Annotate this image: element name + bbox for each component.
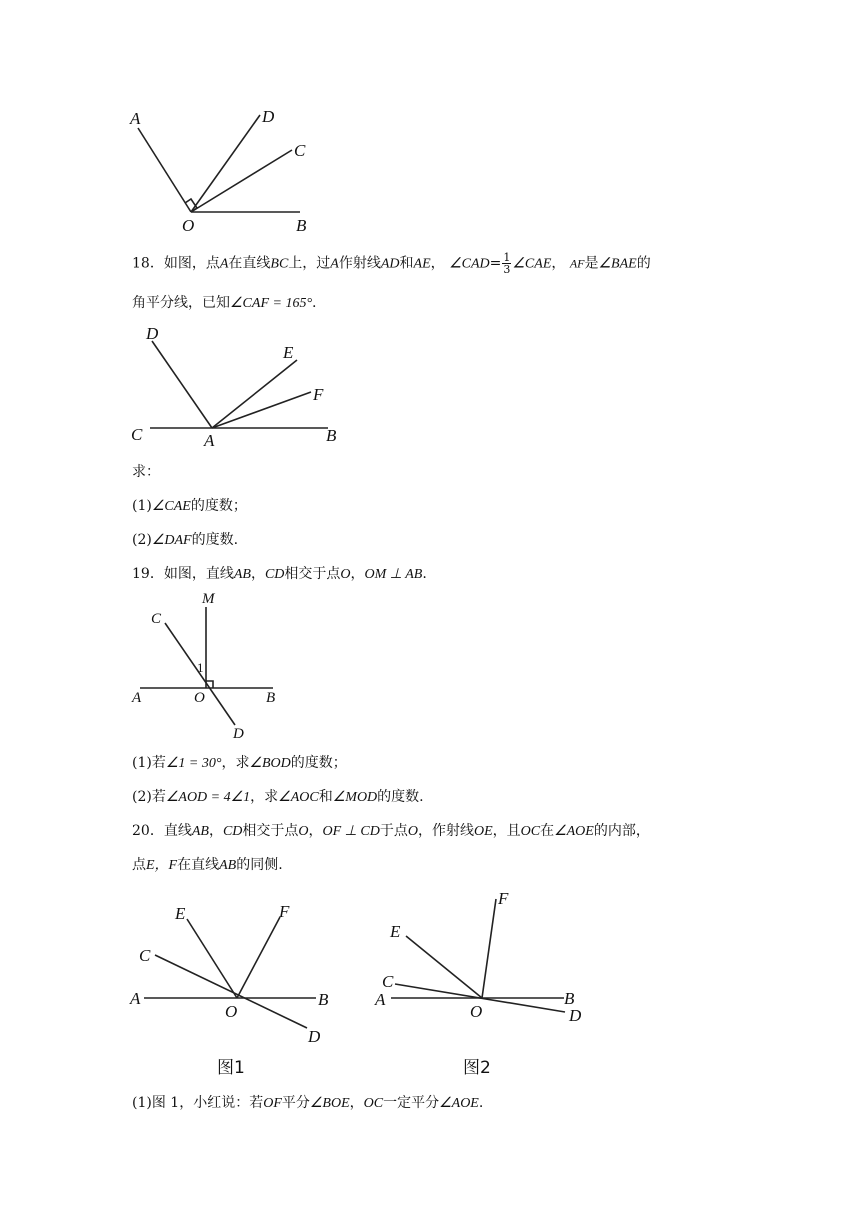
ray-of (237, 917, 280, 998)
q19-sub2: (2)若∠AOD = 4∠1，求∠AOC和∠MOD的度数. (132, 789, 424, 805)
q20-line1: 20．直线AB，CD相交于点O，OF ⊥ CD于点O，作射线OE，且OC在∠AOE的内部， (132, 823, 650, 839)
label-b: B (564, 989, 575, 1008)
label-o: O (194, 690, 205, 706)
label-f: F (279, 902, 290, 921)
q18-ask: 求： (132, 464, 160, 480)
figure-q20-2 (365, 885, 605, 1085)
label-e: E (175, 904, 186, 923)
label-d: D (146, 324, 159, 343)
figure-q19 (120, 585, 300, 745)
label-b: B (296, 216, 307, 235)
caption-fig1: 图1 (217, 1058, 245, 1078)
ray-od (191, 115, 260, 212)
figure-q17 (120, 100, 340, 240)
label-o: O (470, 1002, 483, 1021)
label-c: C (131, 425, 143, 444)
q18-sub1: (1)∠CAE的度数； (132, 498, 247, 514)
fraction-one-third: $\frac{1}{3}$ (503, 251, 511, 276)
label-d: D (308, 1027, 321, 1046)
label-f: F (313, 385, 324, 404)
label-b: B (266, 690, 276, 706)
label-o: O (182, 216, 195, 235)
label-d: D (569, 1006, 582, 1025)
ray-oe (187, 919, 237, 998)
ray-oe (406, 936, 482, 998)
label-e: E (283, 343, 294, 362)
label-a: A (375, 990, 386, 1009)
label-b: B (318, 990, 329, 1009)
q18-line2: 角平分线，已知∠CAF = 165°. (132, 295, 317, 311)
label-c: C (151, 611, 162, 627)
figure-q20-1 (120, 895, 360, 1085)
q19-line1: 19．如图，直线AB，CD相交于点O，OM ⊥ AB. (132, 566, 427, 582)
label-c: C (382, 972, 394, 991)
label-d: D (262, 107, 275, 126)
label-a: A (204, 431, 215, 450)
label-m: M (202, 591, 215, 607)
ray-oc (191, 150, 292, 212)
figure-q18 (120, 315, 360, 455)
label-c: C (139, 946, 151, 965)
q19-sub1: (1)若∠1 = 30°，求∠BOD的度数； (132, 755, 347, 771)
q20-line2: 点E，F在直线AB的同侧. (132, 857, 283, 873)
caption-fig2: 图2 (463, 1058, 491, 1078)
label-a: A (132, 690, 142, 706)
label-d: D (233, 726, 244, 742)
q20-sub1: (1)图 1，小红说：若OF平分∠BOE，OC一定平分∠AOE. (132, 1095, 484, 1111)
q18-sub2: (2)∠DAF的度数. (132, 532, 239, 548)
ray-ad (152, 341, 212, 428)
label-a: A (130, 109, 141, 128)
label-b: B (326, 426, 337, 445)
label-e: E (390, 922, 401, 941)
label-o: O (225, 1002, 238, 1021)
ray-ae (212, 360, 297, 428)
q18-line1: 18．如图，点A在直线BC上，过A作射线AD和AE， ∠CAD= $\frac{1}{3}$ ∠CAE， AF是∠BAE的 (132, 251, 651, 276)
ray-of (482, 899, 496, 998)
ray-af (212, 392, 311, 428)
label-angle-1: 1 (197, 660, 204, 675)
label-c: C (294, 141, 306, 160)
ray-oa (138, 128, 191, 212)
label-a: A (130, 989, 141, 1008)
label-f: F (498, 889, 509, 908)
